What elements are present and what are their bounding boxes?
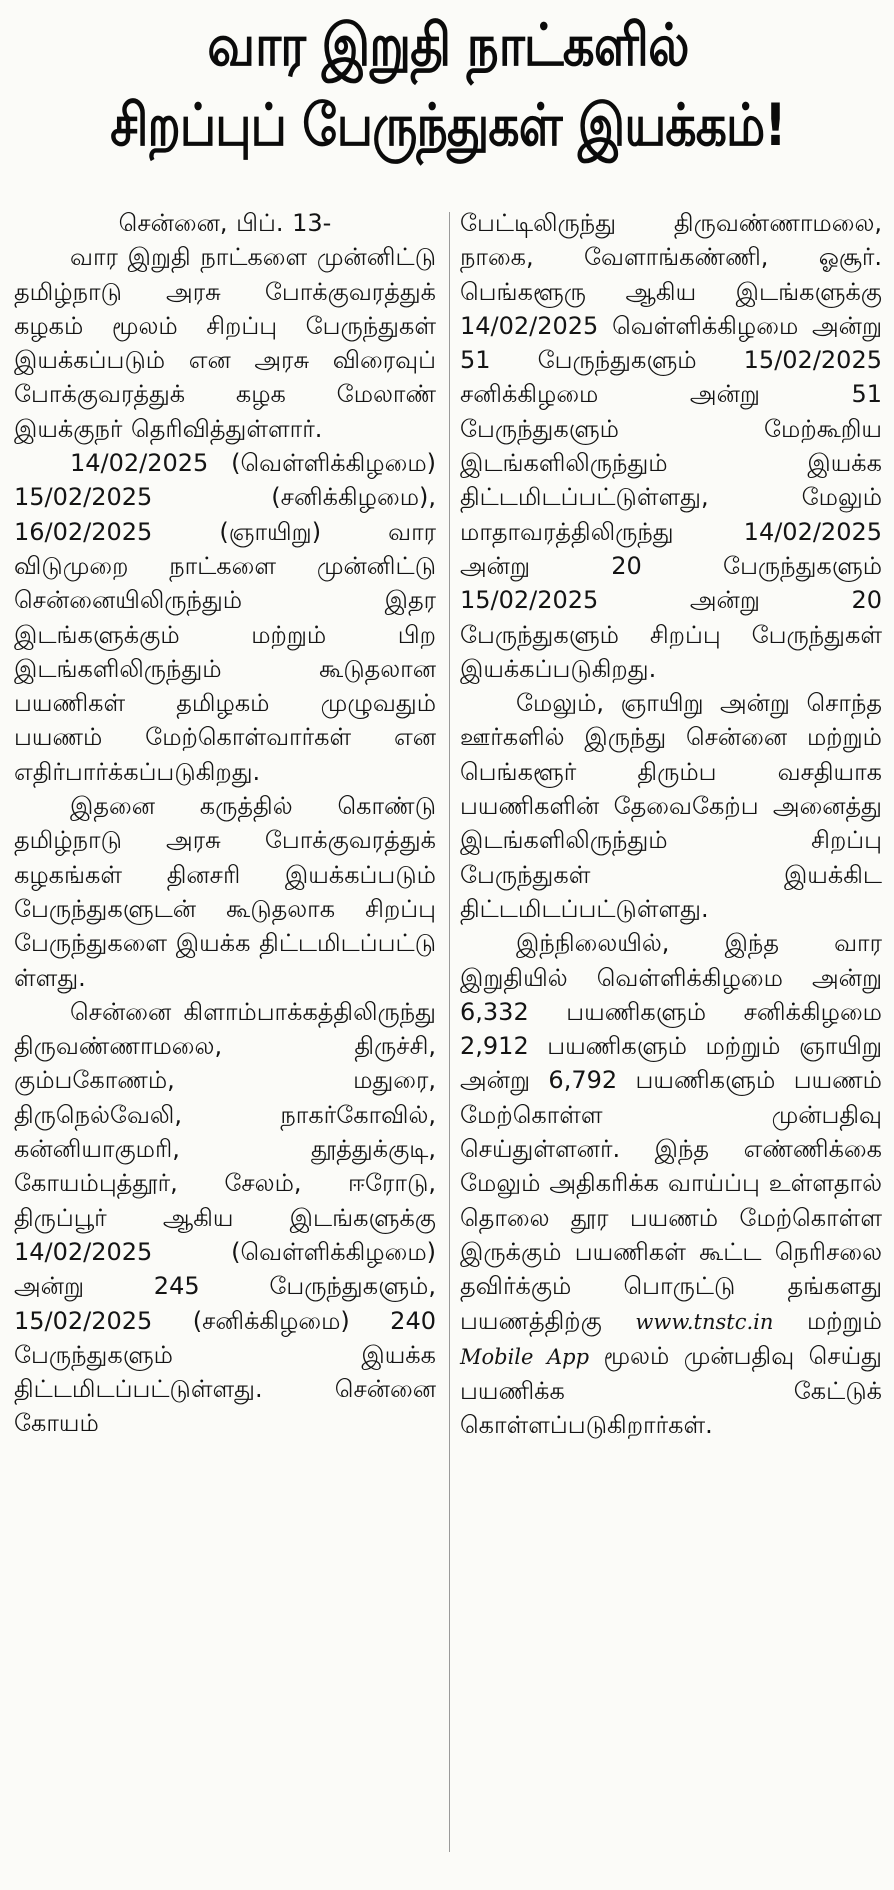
website-link[interactable]: www.tnstc.in [635, 1309, 774, 1334]
paragraph: மேலும், ஞாயிறு அன்று சொந்த ஊர்களில் இருந்து சென்னை மற்றும் பெங்களூர் திரும்ப வசதியாக பயணிகளின் தேவைகேற்ப அனைத்து இடங்களிலிருந்தும் சிறப்பு பேருந்துகள் இயக்கிட திட்டமிடப்பட்டுள்ளது. [460, 689, 882, 923]
closing-text: மூலம் முன்பதிவு செய்து பயணிக்க கேட்டுக் கொள்ளப்படுகிறார்கள். [460, 1341, 882, 1440]
paragraph: 14/02/2025 (வெள்ளிக்கிழமை) 15/02/2025 (சனிக்கிழமை), 16/02/2025 (ஞாயிறு) வார விடுமுறை நாட்களை முன்னிட்டு சென்னையிலிருந்தும் இதர இடங்களுக்கும் மற்றும் பிற இடங்களிலிருந்தும் கூடுதலான பயணிகள் தமிழகம் முழுவதும் பயணம் மேற்கொள்வார்கள் என எதிர்பார்க்கப்படுகிறது. [14, 449, 436, 786]
article-body [14, 206, 882, 1443]
paragraph-text: இந்நிலையில், இந்த வார இறுதியில் வெள்ளிக்கிழமை அன்று 6,332 பயணிகளும் சனிக்கிழமை 2,912 பயணிகளும் மற்றும் ஞாயிறு அன்று 6,792 பயணிகளும் பயணம் மேற்கொள்ள முன்பதிவு செய்துள்ளனர். இந்த எண்ணிக்கை மேலும் அதிகரிக்க வாய்ப்பு உள்ளதால் தொலை தூர பயணம் மேற்கொள்ள இருக்கும் பயணிகள் கூட்ட நெரிசலை தவிர்க்கும் பொருட்டு தங்களது பயணத்திற்கு [460, 929, 882, 1335]
headline-line-1: வார இறுதி நாட்களில் [207, 11, 689, 79]
paragraph [460, 926, 882, 1442]
column-left [14, 206, 436, 1443]
headline-line-2: சிறப்புப் பேருந்துகள் இயக்கம்! [110, 91, 786, 159]
column-right [460, 206, 882, 1443]
headline [14, 6, 882, 166]
paragraph: வார இறுதி நாட்களை முன்னிட்டு தமிழ்நாடு அரசு போக்குவரத்துக் கழகம் மூலம் சிறப்பு பேருந்துகள் இயக்கப்படும் என அரசு விரைவுப் போக்குவரத்துக் கழக மேலாண் இயக்குநர் தெரிவித்துள்ளார். [14, 243, 436, 443]
dateline: சென்னை, பிப். 13- [118, 209, 332, 237]
mobile-app-label: Mobile App [460, 1344, 590, 1369]
column-divider [449, 212, 450, 1852]
paragraph: இதனை கருத்தில் கொண்டு தமிழ்நாடு அரசு போக்குவரத்துக் கழகங்கள் தினசரி இயக்கப்படும் பேருந்துகளுடன் கூடுதலாக சிறப்பு பேருந்துகளை இயக்க திட்டமிடப்பட்டு ள்ளது. [14, 792, 436, 992]
paragraph: பேட்டிலிருந்து திருவண்ணாமலை, நாகை, வேளாங்கண்ணி, ஓசூர். பெங்களூரு ஆகிய இடங்களுக்கு 14/02/2025 வெள்ளிக்கிழமை அன்று 51 பேருந்துகளும் 15/02/2025 சனிக்கிழமை அன்று 51 பேருந்துகளும் மேற்கூறிய இடங்களிலிருந்தும் இயக்க திட்டமிடப்பட்டுள்ளது, மேலும் மாதாவரத்திலிருந்து 14/02/2025 அன்று 20 பேருந்துகளும் 15/02/2025 அன்று 20 பேருந்துகளும் சிறப்பு பேருந்துகள் இயக்கப்படுகிறது. [460, 209, 882, 683]
paragraph: சென்னை கிளாம்பாக்கத்திலிருந்து திருவண்ணாமலை, திருச்சி, கும்பகோணம், மதுரை, திருநெல்வேலி, நாகர்கோவில், கன்னியாகுமரி, தூத்துக்குடி, கோயம்புத்தூர், சேலம், ஈரோடு, திருப்பூர் ஆகிய இடங்களுக்கு 14/02/2025 (வெள்ளிக்கிழமை) அன்று 245 பேருந்துகளும், 15/02/2025 (சனிக்கிழமை) 240 பேருந்துகளும் இயக்க திட்டமிடப்பட்டுள்ளது. சென்னை கோயம் [14, 997, 436, 1438]
conjunction-text: மற்றும் [773, 1306, 882, 1335]
